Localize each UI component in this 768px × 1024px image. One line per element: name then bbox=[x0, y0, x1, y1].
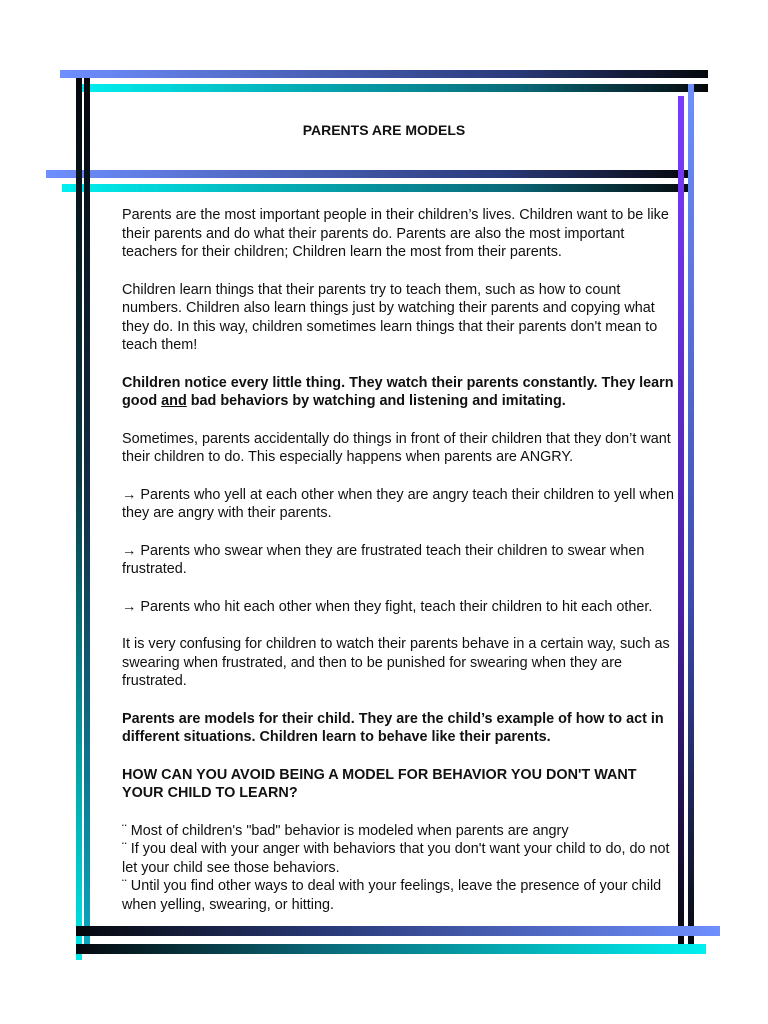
question-heading: HOW CAN YOU AVOID BEING A MODEL FOR BEHAVIOR YOU DON'T WANT YOUR CHILD TO LEARN? bbox=[122, 766, 637, 801]
frame-bar-top-1 bbox=[60, 70, 708, 78]
bullet-icon: ¨ bbox=[122, 822, 127, 839]
frame-bar-bottom-2 bbox=[76, 944, 706, 954]
arrow-item-3: → Parents who hit each other when they fight, teach their children to hit each other. bbox=[122, 598, 653, 615]
arrow-item-2: → Parents who swear when they are frustrated teach their children to swear when frustrated. bbox=[122, 542, 645, 577]
bullet-item-1: ¨ Most of children's "bad" behavior is modeled when parents are angry bbox=[122, 822, 569, 839]
arrow-icon: → bbox=[122, 486, 137, 503]
frame-bar-bottom-1 bbox=[76, 926, 720, 936]
p3-underlined: and bbox=[161, 393, 187, 409]
p3-before: Children notice every little thing. They watch their parents constantly. They learn good bbox=[122, 374, 674, 409]
paragraph-4: Sometimes, parents accidentally do things in front of their children that they don’t want their children to do. This especially happens when parents are ANGRY. bbox=[122, 430, 671, 465]
frame-bar-top-2 bbox=[76, 84, 708, 92]
arrow-item-1: → Parents who yell at each other when they are angry teach their children to yell when they are angry with their parents. bbox=[122, 486, 674, 521]
frame-bar-mid-1 bbox=[46, 170, 694, 178]
frame-bar-right-2 bbox=[688, 84, 694, 952]
paragraph-1: Parents are the most important people in their children’s lives. Children want to be like their parents and do what their parents do. Parents are also the most important teachers for their children; Children learn the most from their parents. bbox=[122, 207, 669, 260]
document-body bbox=[122, 206, 678, 914]
paragraph-6-bold: Parents are models for their child. They are the child’s example of how to act in different situations. Children learn to behave like their parents. bbox=[122, 710, 664, 745]
arrow-icon: → bbox=[122, 598, 137, 615]
paragraph-5: It is very confusing for children to watch their parents behave in a certain way, such as swearing when frustrated, and then to be punished for swearing when they are frustrated. bbox=[122, 636, 670, 689]
bullet-item-3: ¨ Until you find other ways to deal with your feelings, leave the presence of your child when yelling, swearing, or hitting. bbox=[122, 878, 662, 913]
frame-bar-left-1 bbox=[76, 78, 82, 960]
paragraph-3-bold bbox=[122, 374, 678, 411]
paragraph-2: Children learn things that their parents try to teach them, such as how to count numbers. Children also learn things just by watching their parents and copying what they do. In this way, children sometimes learn things that their parents don't mean to teach them! bbox=[122, 281, 658, 353]
frame-bar-mid-2 bbox=[62, 184, 694, 192]
document-title: PARENTS ARE MODELS bbox=[302, 122, 466, 138]
frame-bar-right-1 bbox=[678, 96, 684, 948]
frame-bar-left-2 bbox=[84, 78, 90, 948]
bullet-icon: ¨ bbox=[122, 878, 127, 894]
p3-after: bad behaviors by watching and listening and imitating. bbox=[186, 393, 566, 409]
bullet-icon: ¨ bbox=[122, 841, 127, 857]
arrow-icon: → bbox=[122, 542, 137, 559]
bullet-item-2: ¨ If you deal with your anger with behaviors that you don't want your child to do, do not let your child see those behaviors. bbox=[122, 841, 670, 876]
